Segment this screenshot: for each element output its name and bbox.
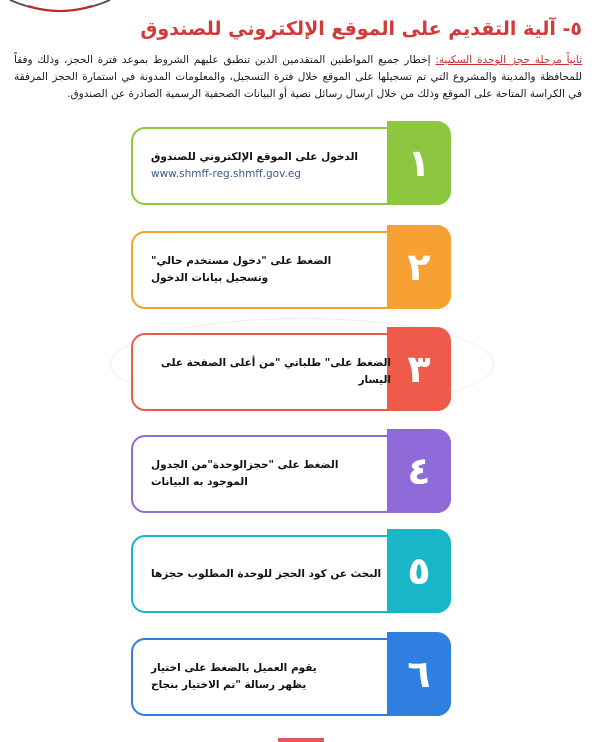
step-text	[151, 333, 391, 411]
step-6	[131, 638, 467, 716]
step-5	[131, 535, 467, 613]
step-line-2: وتسجيل بيانات الدخول	[151, 272, 269, 284]
fund-logo	[0, 0, 118, 18]
step-line-1: الضغط على" طلباتي "من أعلى الصفحة على اليسار	[160, 357, 391, 386]
step-line-2: الموجود به البيانات	[151, 476, 248, 488]
step-text	[151, 231, 391, 309]
step-number: ٦	[407, 652, 431, 696]
step-line-2: يظهر رسالة "تم الاختيار بنجاح	[151, 679, 307, 691]
step-1	[131, 127, 467, 205]
website-link[interactable]: www.shmff-reg.shmff.gov.eg	[151, 168, 301, 180]
step-number: ١	[407, 141, 431, 185]
intro-paragraph	[14, 52, 582, 103]
step-text	[151, 638, 391, 716]
step-line-1: الضغط على "حجزالوحدة"من الجدول	[151, 459, 339, 471]
step-number: ٣	[407, 347, 431, 391]
step-4	[131, 435, 467, 513]
step-number-tab	[387, 121, 451, 205]
intro-body: إخطار جميع المواطنين المتقدمين الذين تنطبق عليهم الشروط بموعد فترة الحجز، وذلك وفقاً للمحافظة والمدينة والمشروع التي تم تسجيلها على الموقع خلال فترة التسجيل، والمعلومات المدونة في استمارة الحجز المرفقة في الكراسة المتاحة على الموقع وذلك من خلال ارسال رسائل نصية أو البيانات الصحفية الرسمية الصادرة عن الصندوق.	[14, 54, 582, 100]
step-text	[151, 535, 391, 613]
step-number-tab	[387, 225, 451, 309]
step-number: ٢	[407, 245, 431, 289]
step-number-tab	[387, 632, 451, 716]
step-text	[151, 435, 391, 513]
step-line-1: الدخول على الموقع الإلكتروني للصندوق	[151, 151, 359, 163]
page-footer-mark	[278, 738, 324, 742]
step-line-1: البحث عن كود الحجز للوحدة المطلوب حجزها	[151, 567, 382, 580]
step-text	[151, 127, 391, 205]
step-number: ٥	[407, 549, 431, 593]
step-line-1: الضغط على "دخول مستخدم حالي"	[151, 255, 332, 267]
step-number: ٤	[407, 449, 431, 493]
step-number-tab	[387, 327, 451, 411]
step-number-tab	[387, 529, 451, 613]
page-title: ٥- آلية التقديم على الموقع الإلكتروني للصندوق	[140, 18, 582, 40]
step-line-1: يقوم العميل بالضغط على اختيار	[151, 662, 317, 674]
step-number-tab	[387, 429, 451, 513]
intro-lead: ثانياً مرحلة حجز الوحدة السكنية:	[435, 54, 582, 66]
step-3	[131, 333, 467, 411]
step-2	[131, 231, 467, 309]
